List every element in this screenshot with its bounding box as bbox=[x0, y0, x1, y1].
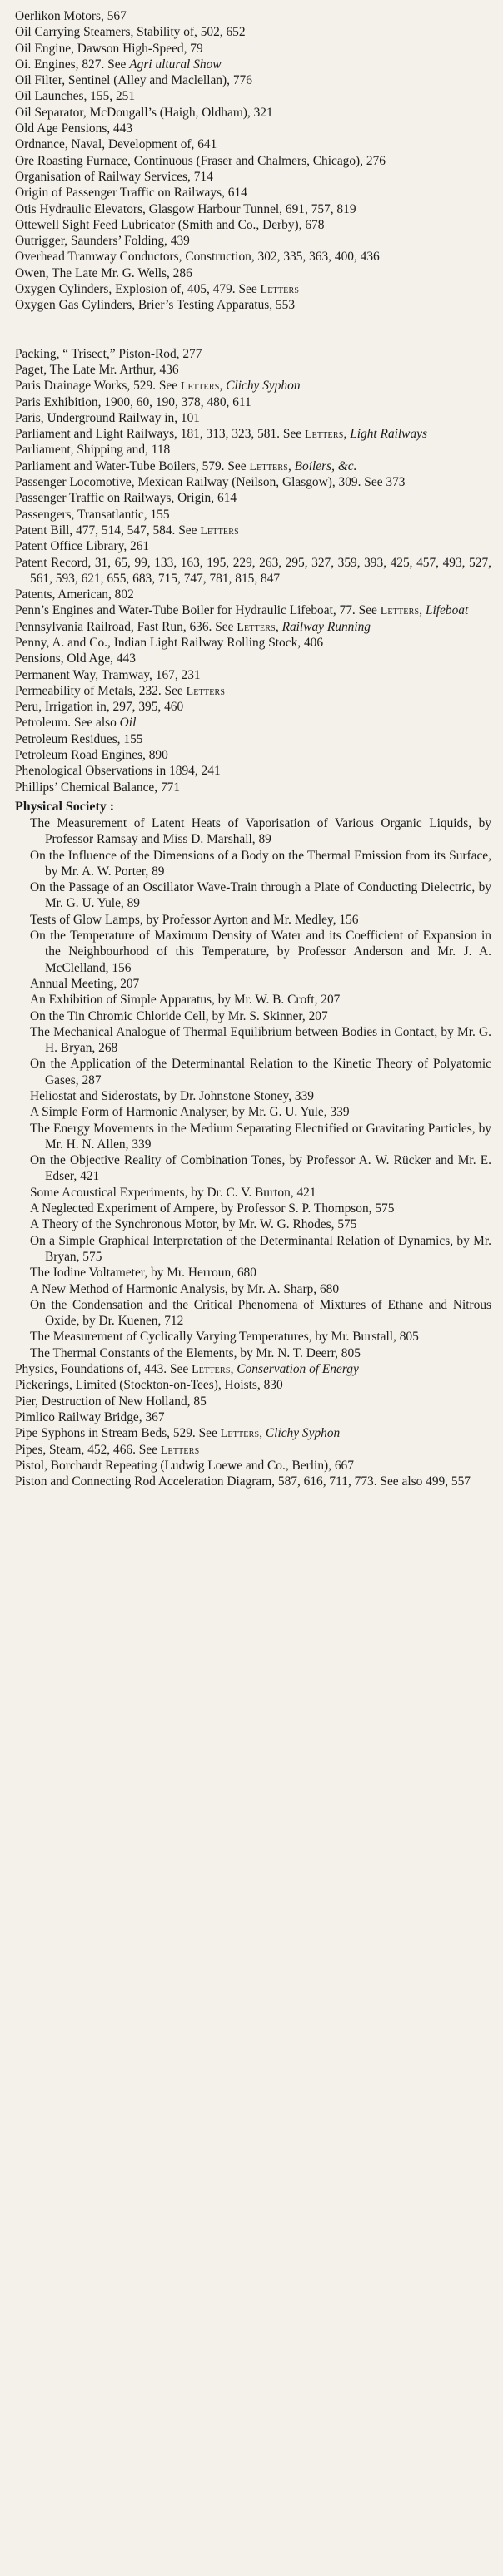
index-entry bbox=[15, 281, 491, 297]
index-entry bbox=[15, 780, 491, 795]
index-entry bbox=[15, 297, 491, 313]
entry-text: Annual Meeting, 207 bbox=[30, 976, 140, 991]
entry-text: Phenological Observations in 1894, 241 bbox=[15, 764, 221, 779]
italic-reference: Clichy Syphon bbox=[265, 1426, 341, 1441]
entry-text: The Iodine Voltameter, by Mr. Herroun, 680 bbox=[30, 1266, 256, 1281]
cross-reference: Letters bbox=[186, 684, 226, 697]
index-entry bbox=[15, 394, 491, 410]
index-subentry bbox=[15, 1152, 491, 1185]
index-subentry bbox=[15, 1233, 491, 1266]
entry-text: Phillips’ Chemical Balance, 771 bbox=[15, 780, 181, 795]
index-entry bbox=[15, 683, 491, 699]
entry-text: A Simple Form of Harmonic Analyser, by Mr. G. U. Yule, 339 bbox=[30, 1105, 350, 1120]
entry-text: Passenger Traffic on Railways, Origin, 614 bbox=[15, 491, 237, 506]
index-subentry bbox=[15, 1121, 491, 1153]
entry-text: Oerlikon Motors, 567 bbox=[15, 9, 127, 23]
index-entry bbox=[15, 72, 491, 88]
entry-text: Paris Drainage Works, 529. See bbox=[15, 379, 181, 394]
entry-text: Parliament and Light Railways, 181, 313, 323, 581. See bbox=[15, 427, 305, 442]
index-entry bbox=[15, 185, 491, 201]
italic-reference: Light Railways bbox=[350, 427, 427, 442]
index-entry bbox=[15, 378, 491, 394]
index-entry bbox=[15, 362, 491, 378]
index-entry bbox=[15, 667, 491, 683]
entry-text: Organisation of Railway Services, 714 bbox=[15, 169, 213, 184]
index-entry bbox=[15, 24, 491, 40]
entry-text: On the Passage of an Oscillator Wave-Train through a Plate of Conducting Dielectric, by Mr. G. U. Yule, 89 bbox=[30, 880, 491, 911]
cross-reference: Letters bbox=[260, 283, 300, 296]
entry-text: Packing, “ Trisect,” Piston-Rod, 277 bbox=[15, 346, 202, 361]
entry-text: Oil Launches, 155, 251 bbox=[15, 89, 136, 104]
index-entry bbox=[15, 41, 491, 57]
index-subentry bbox=[15, 928, 491, 976]
entry-text: Ore Roasting Furnace, Continuous (Fraser and Chalmers, Chicago), 276 bbox=[15, 153, 386, 168]
index-entry bbox=[15, 233, 491, 249]
cross-reference: Letters bbox=[192, 1363, 231, 1376]
index-entry bbox=[15, 747, 491, 763]
index-entry bbox=[15, 458, 491, 474]
entry-text: Peru, Irrigation in, 297, 395, 460 bbox=[15, 700, 184, 715]
index-entry bbox=[15, 1377, 491, 1393]
entry-text: Old Age Pensions, 443 bbox=[15, 121, 133, 136]
index-entry bbox=[15, 136, 491, 152]
cross-reference: Letters bbox=[160, 1443, 200, 1456]
entry-text: Pipes, Steam, 452, 466. See bbox=[15, 1442, 161, 1457]
index-subentry bbox=[15, 815, 491, 848]
entry-text: An Exhibition of Simple Apparatus, by Mr. W. B. Croft, 207 bbox=[30, 993, 341, 1008]
entry-text: Ordnance, Naval, Development of, 641 bbox=[15, 137, 217, 152]
entry-text: Ottewell Sight Feed Lubricator (Smith and Co., Derby), 678 bbox=[15, 217, 325, 232]
entry-text: Paris, Underground Railway in, 101 bbox=[15, 410, 200, 425]
entry-text: Permanent Way, Tramway, 167, 231 bbox=[15, 667, 201, 682]
index-entry bbox=[15, 555, 491, 587]
entry-text: Oil Engine, Dawson High-Speed, 79 bbox=[15, 41, 203, 56]
entry-text: The Mechanical Analogue of Thermal Equilibrium between Bodies in Contact, by Mr. G. H. Bryan, 268 bbox=[30, 1024, 491, 1056]
entry-text: On the Condensation and the Critical Phenomena of Mixtures of Ethane and Nitrous Oxide, by Dr. Kuenen, 712 bbox=[30, 1297, 491, 1329]
index-entry bbox=[15, 121, 491, 136]
entry-text: Passenger Locomotive, Mexican Railway (Neilson, Glasgow), 309. See 373 bbox=[15, 475, 406, 490]
entry-text: , bbox=[219, 379, 227, 394]
entry-text: Paget, The Late Mr. Arthur, 436 bbox=[15, 362, 179, 377]
entry-text: Otis Hydraulic Elevators, Glasgow Harbour Tunnel, 691, 757, 819 bbox=[15, 201, 356, 216]
index-entry bbox=[15, 169, 491, 185]
index-entry bbox=[15, 8, 491, 24]
italic-reference: Clichy Syphon bbox=[226, 379, 301, 394]
index-entry bbox=[15, 1474, 491, 1489]
index-subentry bbox=[15, 1265, 491, 1281]
entry-text: Petroleum Road Engines, 890 bbox=[15, 748, 168, 763]
entry-text: Pickerings, Limited (Stockton-on-Tees), Hoists, 830 bbox=[15, 1378, 283, 1393]
entry-text: , bbox=[287, 458, 295, 473]
index-entry bbox=[15, 201, 491, 217]
cross-reference: Letters bbox=[200, 523, 239, 537]
entry-text: Pipe Syphons in Stream Beds, 529. See bbox=[15, 1426, 221, 1441]
entry-text: The Measurement of Latent Heats of Vaporisation of Various Organic Liquids, by Professor Ramsay and Miss D. Marshall, 89 bbox=[30, 815, 491, 847]
entry-text: Oxygen Gas Cylinders, Brier’s Testing Apparatus, 553 bbox=[15, 298, 296, 313]
entry-text: Passengers, Transatlantic, 155 bbox=[15, 507, 170, 522]
cross-reference: Letters bbox=[380, 604, 420, 617]
entry-text: Pimlico Railway Bridge, 367 bbox=[15, 1409, 165, 1424]
index-subentry bbox=[15, 1088, 491, 1104]
entry-text: Patent Office Library, 261 bbox=[15, 539, 150, 554]
entry-text: , bbox=[259, 1426, 266, 1441]
index-subentry bbox=[15, 1008, 491, 1024]
entry-text: Pensions, Old Age, 443 bbox=[15, 651, 136, 666]
index-entry bbox=[15, 442, 491, 458]
index-subentry bbox=[15, 1281, 491, 1297]
italic-reference: Agri ultural Show bbox=[129, 57, 222, 72]
index-subentry bbox=[15, 1329, 491, 1345]
entry-text: , bbox=[275, 619, 282, 634]
index-entry bbox=[15, 1458, 491, 1474]
entry-text: Piston and Connecting Rod Acceleration Diagram, 587, 616, 711, 773. See also 499, 557 bbox=[15, 1474, 471, 1489]
entry-text: Oil Carrying Steamers, Stability of, 502, 652 bbox=[15, 25, 246, 40]
entry-text: Tests of Glow Lamps, by Professor Ayrton and Mr. Medley, 156 bbox=[30, 912, 359, 927]
entry-text: Pennsylvania Railroad, Fast Run, 636. See bbox=[15, 619, 237, 634]
entry-text: Pier, Destruction of New Holland, 85 bbox=[15, 1394, 207, 1409]
entry-text: Penny, A. and Co., Indian Light Railway Rolling Stock, 406 bbox=[15, 635, 324, 650]
entry-text: On the Application of the Determinantal Relation to the Kinetic Theory of Polyatomic Gases, 287 bbox=[30, 1057, 491, 1087]
entry-text: Petroleum. See also bbox=[15, 716, 120, 731]
entry-text: The Measurement of Cyclically Varying Temperatures, by Mr. Burstall, 805 bbox=[30, 1330, 419, 1345]
entry-text: Parliament and Water-Tube Boilers, 579. See bbox=[15, 458, 250, 473]
entry-text: Origin of Passenger Traffic on Railways, 614 bbox=[15, 186, 247, 201]
index-entry bbox=[15, 523, 491, 538]
index-subentry bbox=[15, 1024, 491, 1057]
index-subentry bbox=[15, 1104, 491, 1120]
entry-text: On the Influence of the Dimensions of a Body on the Thermal Emission from its Surface, by Mr. A. W. Porter, 89 bbox=[30, 848, 491, 879]
index-entry bbox=[15, 474, 491, 490]
index-entry bbox=[15, 1442, 491, 1458]
entry-text: , bbox=[230, 1362, 237, 1377]
entry-text: Physics, Foundations of, 443. See bbox=[15, 1362, 192, 1377]
entry-text: , bbox=[343, 427, 351, 442]
index-entry bbox=[15, 731, 491, 747]
index-entry bbox=[15, 490, 491, 506]
index-entry bbox=[15, 346, 491, 362]
index-entry bbox=[15, 507, 491, 523]
entry-text: Oxygen Cylinders, Explosion of, 405, 479. See bbox=[15, 282, 261, 297]
index-entry bbox=[15, 1394, 491, 1409]
index-entry bbox=[15, 1425, 491, 1441]
index-entry bbox=[15, 538, 491, 554]
cross-reference: Letters bbox=[304, 428, 344, 441]
entry-text: A New Method of Harmonic Analysis, by Mr. A. Sharp, 680 bbox=[30, 1281, 340, 1296]
index-entry bbox=[15, 715, 491, 731]
index-entry bbox=[15, 619, 491, 635]
index-column bbox=[15, 8, 491, 1489]
index-entry bbox=[15, 153, 491, 169]
italic-reference: Lifeboat bbox=[425, 603, 469, 618]
cross-reference: Letters bbox=[249, 459, 288, 473]
index-entry bbox=[15, 426, 491, 442]
section-heading: Physical Society : bbox=[15, 799, 115, 814]
entry-text: Patent Record, 31, 65, 99, 133, 163, 195, 229, 263, 295, 327, 359, 393, 425, 457, 493, 527, 561, 593, 621, 655, 683, 715, 747, 781, 815, 847 bbox=[15, 555, 491, 586]
index-entry bbox=[15, 635, 491, 651]
entry-text: Oi. Engines, 827. See bbox=[15, 57, 130, 72]
entry-text: Some Acoustical Experiments, by Dr. C. V. Burton, 421 bbox=[30, 1185, 316, 1200]
index-subentry bbox=[15, 1185, 491, 1201]
index-entry bbox=[15, 57, 491, 72]
index-entry bbox=[15, 1361, 491, 1377]
italic-reference: Conservation of Energy bbox=[237, 1362, 359, 1377]
entry-text: Permeability of Metals, 232. See bbox=[15, 683, 187, 698]
index-subentry bbox=[15, 1216, 491, 1232]
entry-text: Parliament, Shipping and, 118 bbox=[15, 443, 171, 458]
entry-text: Paris Exhibition, 1900, 60, 190, 378, 480, 611 bbox=[15, 394, 252, 409]
index-subentry bbox=[15, 1297, 491, 1330]
entry-text: Penn’s Engines and Water-Tube Boiler for Hydraulic Lifeboat, 77. See bbox=[15, 603, 381, 618]
entry-text: Patent Bill, 477, 514, 547, 584. See bbox=[15, 523, 201, 537]
index-subentry bbox=[15, 912, 491, 928]
index-entry bbox=[15, 249, 491, 265]
index-entry bbox=[15, 88, 491, 104]
italic-reference: Oil bbox=[119, 716, 137, 731]
entry-text: Oil Filter, Sentinel (Alley and Maclellan), 776 bbox=[15, 73, 252, 88]
entry-text: Outrigger, Saunders’ Folding, 439 bbox=[15, 234, 190, 249]
entry-text: Oil Separator, McDougall’s (Haigh, Oldham), 321 bbox=[15, 105, 273, 120]
entry-text: On the Tin Chromic Chloride Cell, by Mr. S. Skinner, 207 bbox=[30, 1008, 328, 1023]
index-entry bbox=[15, 699, 491, 715]
entry-text: Petroleum Residues, 155 bbox=[15, 731, 143, 746]
entry-text: Pistol, Borchardt Repeating (Ludwig Loewe and Co., Berlin), 667 bbox=[15, 1458, 354, 1473]
index-subentry bbox=[15, 848, 491, 880]
entry-text: On the Objective Reality of Combination Tones, by Professor A. W. Rücker and Mr. E. Edser, 421 bbox=[30, 1153, 491, 1184]
index-entry bbox=[15, 763, 491, 779]
section-gap bbox=[15, 314, 491, 346]
entry-text: On the Temperature of Maximum Density of Water and its Coefficient of Expansion in the Neighbourhood of this Temperature, by Professor Anderson and Mr. J. A. McClelland, 156 bbox=[30, 929, 491, 975]
index-subentry bbox=[15, 1201, 491, 1216]
entry-text: , bbox=[419, 603, 426, 618]
italic-reference: Railway Running bbox=[281, 619, 371, 634]
index-entry bbox=[15, 265, 491, 281]
cross-reference: Letters bbox=[237, 620, 276, 633]
index-subentry bbox=[15, 879, 491, 912]
cross-reference: Letters bbox=[180, 379, 220, 393]
index-subentry bbox=[15, 1345, 491, 1361]
index-entry bbox=[15, 651, 491, 666]
entry-text: A Theory of the Synchronous Motor, by Mr. W. G. Rhodes, 575 bbox=[30, 1217, 357, 1232]
cross-reference: Letters bbox=[220, 1427, 260, 1440]
entry-text: Patents, American, 802 bbox=[15, 587, 134, 602]
entry-text: Owen, The Late Mr. G. Wells, 286 bbox=[15, 265, 192, 280]
index-entry bbox=[15, 217, 491, 233]
index-subentry bbox=[15, 976, 491, 992]
index-subentry bbox=[15, 992, 491, 1008]
entry-text: A Neglected Experiment of Ampere, by Professor S. P. Thompson, 575 bbox=[30, 1201, 395, 1216]
index-entry bbox=[15, 1409, 491, 1425]
entry-text: Heliostat and Siderostats, by Dr. Johnstone Stoney, 339 bbox=[30, 1089, 314, 1103]
index-entry bbox=[15, 602, 491, 618]
index-subentry bbox=[15, 1056, 491, 1088]
index-entry bbox=[15, 587, 491, 602]
italic-reference: Boilers, &c. bbox=[294, 458, 357, 473]
entry-text: On a Simple Graphical Interpretation of the Determinantal Relation of Dynamics, by Mr. Bryan, 575 bbox=[30, 1233, 491, 1264]
index-entry bbox=[15, 105, 491, 121]
entry-text: Overhead Tramway Conductors, Construction, 302, 335, 363, 400, 436 bbox=[15, 250, 380, 265]
entry-text: The Energy Movements in the Medium Separating Electrified or Gravitating Particles, by Mr. H. N. Allen, 339 bbox=[30, 1121, 491, 1152]
entry-text: The Thermal Constants of the Elements, by Mr. N. T. Deerr, 805 bbox=[30, 1345, 361, 1360]
index-entry bbox=[15, 410, 491, 426]
